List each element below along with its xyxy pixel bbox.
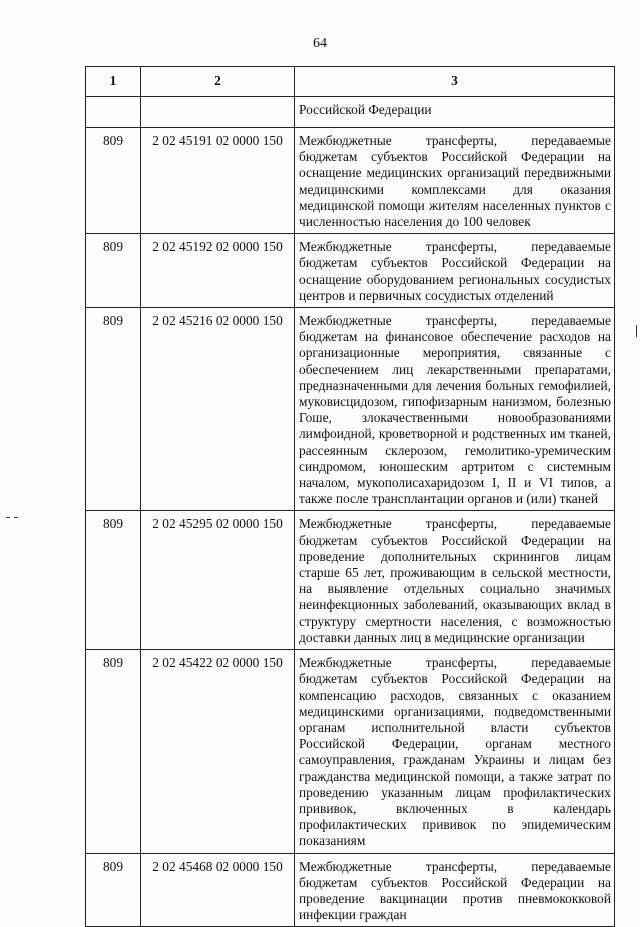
table-header-row	[86, 67, 615, 97]
scan-mark	[636, 325, 637, 337]
admin-code-cell: 809	[86, 650, 141, 853]
column-header-2: 2	[141, 67, 295, 97]
admin-code-cell: 809	[86, 234, 141, 308]
description-cell	[295, 234, 615, 308]
table-row	[86, 650, 615, 853]
admin-code-cell: 809	[86, 308, 141, 511]
description-text: Межбюджетные трансферты, передаваемые бюджетам субъектов Российской Федерации на оснащение оборудованием региональных сосудистых центров и первичных сосудистых отделений	[299, 239, 611, 303]
description-cell	[295, 650, 615, 853]
description-cell	[295, 308, 615, 511]
table-row	[86, 308, 615, 511]
budget-code-cell: 2 02 45295 02 0000 150	[141, 511, 295, 650]
scan-mark	[6, 517, 10, 518]
description-cell	[295, 511, 615, 650]
budget-code-table	[85, 66, 615, 927]
description-text: Межбюджетные трансферты, передаваемые бюджетам на финансовое обеспечение расходов на организационные мероприятия, связанные с обеспечением лиц лекарственными препаратами, предназначенными для лечения больных гемофилией, муковисцидозом, гипофизарным нанизмом, болезнью Гоше, злокачественными новообразованиями лимфоидной, кроветворной и родственных им тканей, рассеянным склерозом, гемолитико-уремическим синдромом, юношеским артритом с системным началом, мукополисахаридозом I, II и VI типов, а также после трансплантации органов и (или) тканей	[299, 313, 611, 507]
table-row	[86, 511, 615, 650]
continuation-row	[86, 97, 615, 128]
budget-code-cell: 2 02 45216 02 0000 150	[141, 308, 295, 511]
continuation-code-cell	[86, 97, 141, 128]
admin-code-cell: 809	[86, 128, 141, 234]
description-cell	[295, 128, 615, 234]
description-text: Межбюджетные трансферты, передаваемые бюджетам субъектов Российской Федерации на компенсацию расходов, связанных с оказанием медицинскими организациями, подведомственными органам исполнительной власти субъектов Российской Федерации, органам местного самоуправления, гражданам Украины и лицам без гражданства медицинской помощи, а также затрат по проведению указанным лицам профилактических прививок, включенных в календарь профилактических прививок по эпидемическим показаниям	[299, 655, 611, 849]
table-row	[86, 853, 615, 927]
admin-code-cell: 809	[86, 511, 141, 650]
page-number: 64	[313, 36, 327, 51]
continuation-text: Российской Федерации	[295, 97, 615, 128]
description-text: Межбюджетные трансферты, передаваемые бюджетам субъектов Российской Федерации на оснащение медицинских организаций передвижными медицинскими комплексами для оказания медицинской помощи жителям населенных пунктов с численностью населения до 100 человек	[299, 133, 611, 230]
column-header-3: 3	[295, 67, 615, 97]
budget-code-cell: 2 02 45192 02 0000 150	[141, 234, 295, 308]
column-header-1: 1	[86, 67, 141, 97]
description-text: Межбюджетные трансферты, передаваемые бюджетам субъектов Российской Федерации на проведение дополнительных скринингов лицам старше 65 лет, проживающим в сельской местности, на выявление отдельных социально значимых неинфекционных заболеваний, оказывающих вклад в структуру смертности населения, с возможностью доставки данных лиц в медицинские организации	[299, 516, 611, 645]
table-row	[86, 234, 615, 308]
budget-code-cell: 2 02 45422 02 0000 150	[141, 650, 295, 853]
table-row	[86, 128, 615, 234]
description-text: Межбюджетные трансферты, передаваемые бюджетам субъектов Российской Федерации на проведение вакцинации против пневмококковой инфекции граждан	[299, 858, 611, 923]
budget-code-cell: 2 02 45468 02 0000 150	[141, 853, 295, 927]
description-cell	[295, 853, 615, 927]
budget-code-cell: 2 02 45191 02 0000 150	[141, 128, 295, 234]
continuation-kbk-cell	[141, 97, 295, 128]
admin-code-cell: 809	[86, 853, 141, 927]
scan-mark	[14, 517, 18, 518]
